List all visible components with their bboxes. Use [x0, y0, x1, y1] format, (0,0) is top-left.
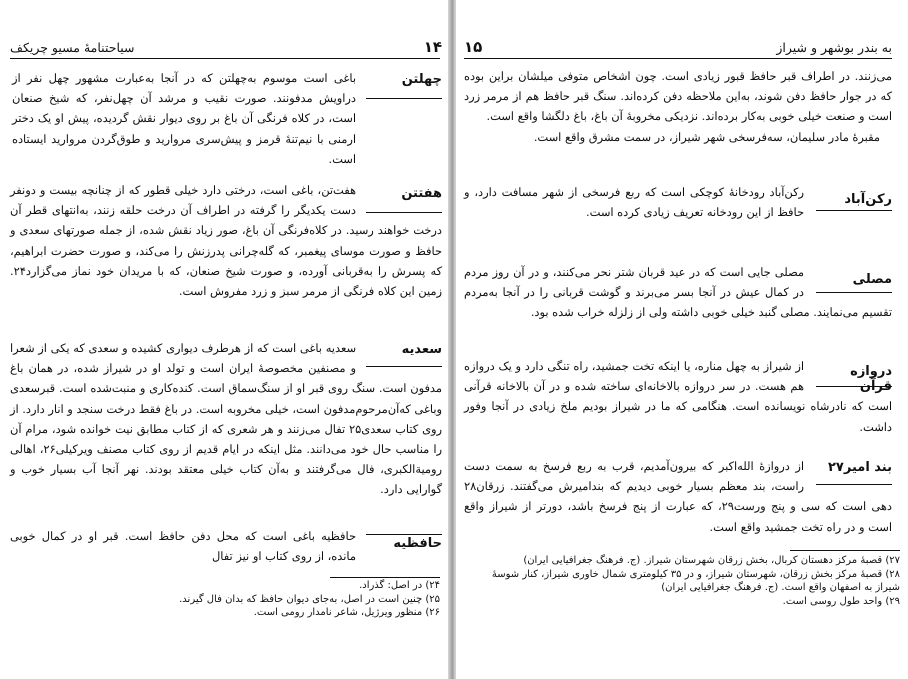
entry-text: باغی است موسوم به‌چهلتن که در آنجا به‌عبارت مشهور چهل نفر از دراویش مدفونند. صورت نقیب و مرشد آن چهل‌نفر، که شیخ صنعان است، در کلاه فرنگی آن باغ بر روی دیوار نقش گردیده، پیش او یک دختر ارمنی با نیم‌تنهٔ قرمز و پیش‌سری مروارید و طوق‌گردن مروارید ایستاده است.: [12, 71, 356, 166]
intro-paragraph: مقبرهٔ مادر سلیمان، سه‌فرسخی شهر شیراز، در سمت مشرق واقع است.: [533, 129, 880, 144]
right-header-rule: [464, 58, 892, 59]
left-page: [0, 0, 450, 679]
entry-haftan: [10, 180, 442, 330]
right-intro: [464, 66, 892, 174]
entry-label: سعدیه: [401, 342, 442, 357]
footnote: ۲۶) منظور ویرژیل، شاعر نامدار رومی است.: [253, 607, 440, 618]
entry-label: رکن‌آباد: [844, 192, 892, 207]
entry-label: چهلتن: [401, 72, 442, 87]
entry-mosalla: [464, 262, 892, 342]
entry-label: بند امیر۲۷: [828, 460, 892, 475]
right-running-title: به بندر بوشهر و شیراز: [776, 40, 892, 55]
entry-label: هفتتن: [401, 186, 442, 201]
footnote: ۲۹) واحد طول روسی است.: [782, 595, 900, 607]
entry-text: از شیراز به چهل مناره، یا اینکه تخت جمشید، راه تنگی دارد و یک دروازه هم هست. در سر دروازه بالاخانه‌ای ساخته شده و در آن بالاخانه قرآنی است که نادرشاه نویسانده است. هنگامی که ما در شیراز بودیم ملخ زیادی در آنجا وفور داشت.: [464, 359, 892, 434]
footnote: ۲۷) قصبهٔ مرکز دهستان کربال، بخش زرقان شهرستان شیراز. (ج. فرهنگ جغرافیایی ایران): [523, 555, 900, 566]
footnote: ۲۸) قصبهٔ مرکز بخش زرقان، شهرستان شیراز، و در ۳۵ کیلومتری شمال خاوری شیراز، کنار شوسهٔ شیراز به اصفهان واقع است. (ج. فرهنگ جغرافیایی ایران): [491, 568, 900, 593]
right-footnote-rule: [790, 550, 900, 551]
entry-saadieh: [10, 338, 442, 518]
right-footnotes: [472, 554, 900, 608]
left-footnote-rule: [330, 577, 440, 578]
entry-text: هفت‌تن، باغی است، درختی دارد خیلی قطور که از چنانچه بیست و دونفر دست یکدیگر را گرفته در اطراف آن درخت حلقه زنند، به‌انتهای قطر آن درخت خواهند رسید. در کلاه‌فرنگی آن باغ، صور زیاد نقش شده، از جمله صورتهای سعدی و حافظ و صورت موسای پیغمبر، که گله‌چرانی پدرزنش را می‌کند، و صورت حضرت ابراهیم، که پسرش را به‌قربانی آورده، و صورت شیخ صنعان، که با مریدان خود نماز می‌گزارد۲۴. زمین این کلاه فرنگی از مرمر سبز و زرد مفروش است.: [10, 183, 442, 299]
entry-text: سعدیه باغی است که از هرطرف دیواری کشیده و سعدی که یکی از شعرا و مصنفین مخصوصهٔ ایران است و تولد او در شیراز شده، در همان باغ مدفون است. سنگ روی قبر او از سنگ‌سماق است. کنده‌کاری و منبت‌شده است. قبرسعدی وباغی که‌آن‌مرحوم‌مدفون است، خیلی مخروبه است. در باغ فقط درخت سنجد و انار دارد. از روی کتاب سعدی۲۵ تفال می‌زنند و هر شعری که از کتاب مطابق نیت خوانده شود، مرام آن را مناسب حال خود می‌دانند. مثل اینکه در ایام قدیم از روی کتاب مصنف ویرکیلی۲۶، اهالی رومیةالکبری، فال می‌گرفتند و به‌آن کتاب خیلی معتقد بودند. نهر آنجا آب بسیار خوب و گوارایی دارد.: [10, 341, 442, 497]
entry-quran-gate: [464, 356, 892, 436]
right-page-header: [464, 38, 892, 56]
entry-text: رکن‌آباد رودخانهٔ کوچکی است که ربع فرسخی از شهر مسافت دارد، و حافظ از این رودخانه تعریف زیادی کرده است.: [464, 185, 804, 220]
footnote: ۲۵) چنین است در اصل، به‌جای دیوان حافظ که بدان فال گیرند.: [179, 593, 440, 605]
left-header-rule: [10, 58, 440, 59]
right-page-number: ۱۵: [464, 38, 483, 56]
left-page-number: ۱۴: [423, 38, 442, 56]
entry-band-amir: [464, 456, 892, 540]
right-page: [456, 0, 908, 679]
label-underline: [366, 98, 442, 99]
entry-label: حافظیه: [393, 536, 442, 551]
footnote: ۲۴) در اصل: گذراد.: [359, 580, 440, 591]
entry-text: مصلی جایی است که در عید قربان شتر نحر می‌کنند، و در آن روز مردم در کمال عیش در آنجا بسر می‌برند و گوشت قربانی را در آنجا به‌مردم تقسیم می‌نمایند. مصلی گنبد خیلی خوبی داشته ولی از زلزله خراب شده بود.: [464, 265, 892, 320]
entry-hafezieh: [10, 526, 442, 576]
intro-paragraph: می‌زنند. در اطراف قبر حافظ قبور زیادی است. چون اشخاص متوفی میلشان براین بوده که در جوار حافظ دفن شوند، به‌این ملاحظه دفن کرده‌اند. سنگ قبر حافظ هم از مرمر زرد است و صنعت خیلی خوبی به‌کار برده‌اند. نزدیکی مخروبهٔ آن باغ، باغ دلگشا واقع است.: [464, 69, 892, 124]
left-page-header: [10, 38, 442, 56]
left-footnotes: [8, 579, 440, 620]
entry-label: دروازه قرآن: [850, 364, 892, 394]
left-running-title: سیاحتنامهٔ مسیو چریکف: [10, 40, 135, 55]
entry-roknabad: [464, 182, 892, 244]
entry-cheheltan: [10, 68, 442, 178]
entry-text: حافظیه باغی است که محل دفن حافظ است. قبر او در کمال خوبی مانده، از روی کتاب او نیز تفال: [10, 529, 356, 564]
entry-label: مصلی: [852, 272, 892, 287]
label-underline: [366, 534, 442, 535]
entry-text: از دروازهٔ الله‌اکبر که بیرون‌آمدیم، قرب به ربع فرسخ به سمت دست راست، بند معظم بسیار خوبی دیدیم که بندامیرش می‌گفتند. زرقان۲۸ دهی است که سی و پنج ورست۲۹، که عبارت از پنج فرسخ باشد، دورتر از شیراز واقع است و در راه تخت جمشید واقع است.: [464, 459, 893, 534]
